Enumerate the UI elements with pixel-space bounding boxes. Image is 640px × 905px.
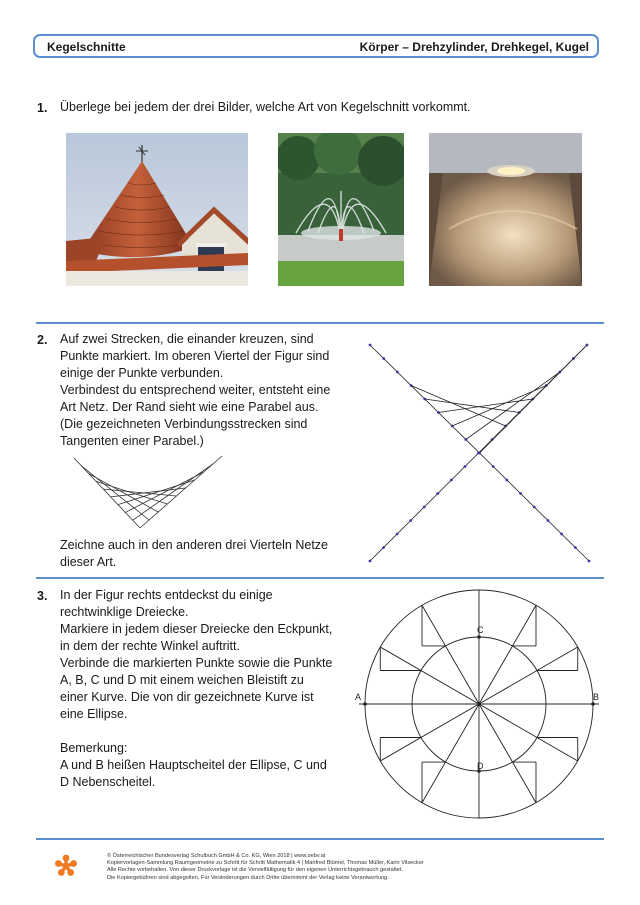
marked-point	[423, 506, 426, 509]
tangent-line	[133, 464, 213, 520]
marked-point	[396, 371, 399, 374]
radial-line	[380, 704, 479, 761]
task2-number: 2.	[37, 333, 48, 347]
page-header	[33, 34, 599, 58]
publisher-logo-icon	[53, 853, 79, 879]
radial-line	[422, 605, 479, 704]
task2-instruction: Zeichne auch in den anderen drei Vierteln Netze dieser Art.	[60, 538, 328, 569]
marked-point	[382, 357, 385, 360]
radial-line	[380, 647, 479, 704]
connecting-line	[411, 386, 506, 427]
radial-line	[479, 605, 536, 704]
vertex-point	[363, 702, 367, 706]
radial-line	[479, 647, 578, 704]
header-topic: Kegelschnitte	[47, 40, 126, 54]
point-label-c: C	[477, 625, 484, 635]
separator-1	[36, 322, 604, 324]
photo-lamp-light	[429, 133, 582, 286]
marked-point	[477, 452, 480, 455]
ellipse-construction-figure	[354, 585, 604, 825]
task3-text: In der Figur rechts entdeckst du einige rechtwinklige Dreiecke. Markiere in jedem dieser Dreiecke den Eckpunkt, in dem der rechte Winkel auftritt. Verbinde die markierten Punkte sowie die Punkte A, B, C und D mit einem weichen Bleistift zu einer Kurve. Die von dir gezeichnete Kurve ist eine Ellipse. Bemerkung: A und B heißen Hauptscheitel der Ellipse, C und D Nebenscheitel.	[60, 588, 333, 789]
task3-number: 3.	[37, 589, 48, 603]
tangent-line	[81, 466, 149, 520]
marked-point	[505, 479, 508, 482]
connecting-line	[480, 345, 588, 453]
marked-point	[369, 344, 372, 347]
marked-point	[560, 533, 563, 536]
footer-copyright: © Österreichischer Bundesverlag Schulbuch GmbH & Co. KG, Wien 2018 | www.oebv.at Kopiervorlagen-Sammlung Raumgeometrie zu Schritt für Schritt Mathematik 4 | Manfred Blümel, Thomas Müller, Karin Vilsecker Alle Rechte vorbehalten. Von dieser Druckvorlage ist die Vervielfältigung für den eigenen Unterrichtsgebrauch gestattet. Die Kopiergebühren sind abgegolten. Für Veränderungen durch Dritte übernimmt der Verlag keine Verantwortung.	[107, 853, 424, 881]
logo-center	[63, 863, 69, 869]
connecting-line	[438, 399, 532, 413]
marked-point	[450, 479, 453, 482]
point-label-b: B	[593, 692, 600, 702]
marked-point	[396, 533, 399, 536]
marked-point	[519, 492, 522, 495]
marked-point	[436, 492, 439, 495]
marked-point	[464, 465, 467, 468]
task1-number: 1.	[37, 101, 48, 115]
parabola-net-example	[70, 452, 230, 532]
task2-text: Auf zwei Strecken, die einander kreuzen, sind Punkte markiert. Im oberen Viertel der Figur sind einige der Punkte verbunden. Verbindest du entsprechend weiter, entsteht eine Art Netz. Der Rand sieht wie eine Parabel aus. (Die gezeichneten Verbindungsstrecken sind Tangenten einer Parabel.)	[60, 332, 331, 448]
marked-point	[492, 465, 495, 468]
marked-point	[547, 519, 550, 522]
radial-line	[479, 704, 578, 761]
header-chapter: Körper – Drehzylinder, Drehkegel, Kugel	[359, 40, 589, 54]
marked-point	[533, 506, 536, 509]
photo-cone-roof	[66, 133, 248, 286]
radial-line	[479, 704, 536, 803]
connecting-line	[425, 399, 519, 413]
separator-2	[36, 577, 604, 579]
connecting-line	[466, 372, 560, 440]
marked-point	[409, 519, 412, 522]
point-label-a: A	[355, 692, 362, 702]
net-edge	[74, 458, 140, 528]
task1-text: Überlege bei jedem der drei Bilder, welche Art von Kegelschnitt vorkommt.	[60, 100, 471, 114]
marked-point	[369, 560, 372, 563]
vertex-point	[477, 635, 481, 639]
marked-point	[588, 560, 591, 563]
separator-3	[36, 838, 604, 840]
marked-point	[574, 546, 577, 549]
point-label-d: D	[477, 761, 484, 771]
vertex-point	[591, 702, 595, 706]
radial-line	[422, 704, 479, 803]
crossing-lines-figure	[360, 339, 600, 569]
photo-fountain	[278, 133, 404, 286]
marked-point	[382, 546, 385, 549]
